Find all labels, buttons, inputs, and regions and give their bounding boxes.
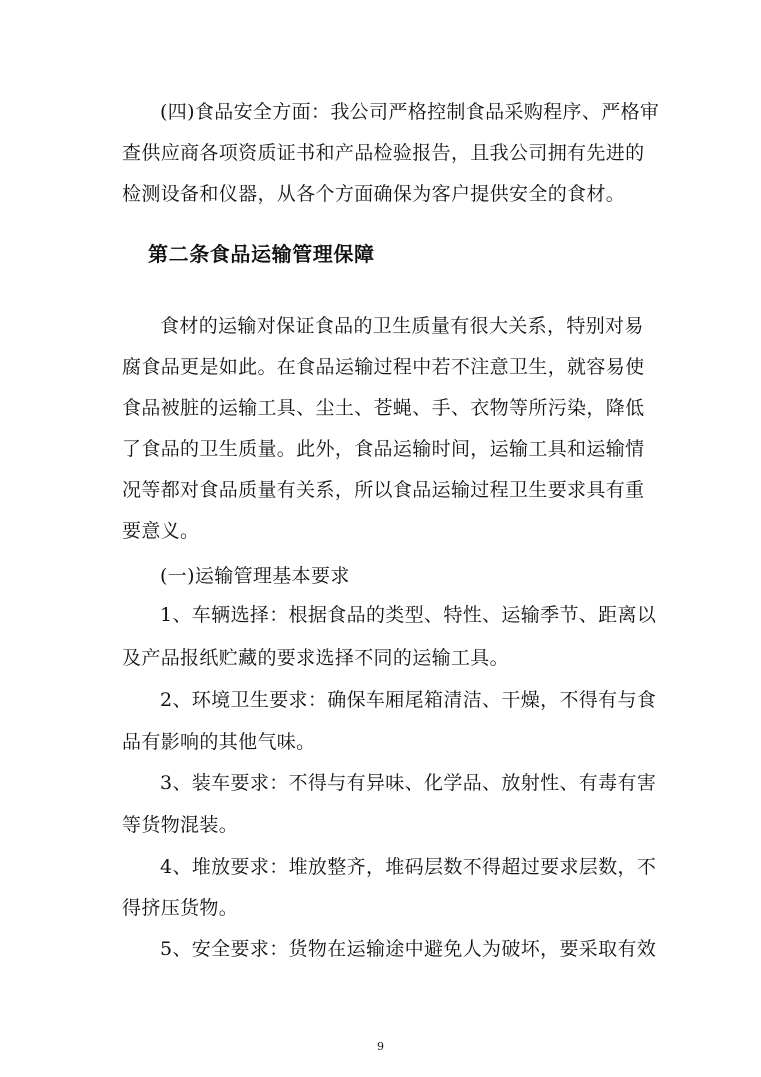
requirement-item-4-line-1: 4、堆放要求：堆放整齐，堆码层数不得超过要求层数，不: [160, 856, 657, 878]
transport-requirements-subheading: (一)运输管理基本要求: [160, 565, 350, 587]
intro-paragraph-line-5: 况等都对食品质量有关系，所以食品运输过程卫生要求具有重: [122, 479, 645, 501]
requirement-item-3-line-1: 3、装车要求：不得与有异味、化学品、放射性、有毒有害: [160, 772, 657, 794]
requirement-item-2-line-2: 品有影响的其他气味。: [122, 731, 316, 753]
intro-paragraph-line-2: 腐食品更是如此。在食品运输过程中若不注意卫生，就容易使: [122, 356, 645, 378]
requirement-item-4-line-2: 得挤压货物。: [122, 897, 239, 919]
intro-paragraph-line-3: 食品被脏的运输工具、尘土、苍蝇、手、衣物等所污染，降低: [122, 397, 645, 419]
requirement-item-3-line-2: 等货物混装。: [122, 814, 239, 836]
requirement-item-1-line-2: 及产品报纸贮藏的要求选择不同的运输工具。: [122, 647, 510, 669]
food-safety-paragraph-line-3: 检测设备和仪器，从各个方面确保为客户提供安全的食材。: [122, 183, 626, 205]
requirement-item-5-line-1: 5、安全要求：货物在运输途中避免人为破坏，要采取有效: [160, 938, 657, 960]
requirement-item-2-line-1: 2、环境卫生要求：确保车厢尾箱清洁、干燥，不得有与食: [160, 689, 657, 711]
section-heading: 第二条食品运输管理保障: [148, 242, 375, 266]
intro-paragraph-line-6: 要意义。: [122, 520, 200, 542]
page-number: 9: [377, 1040, 384, 1053]
intro-paragraph-line-4: 了食品的卫生质量。此外，食品运输时间，运输工具和运输情: [122, 438, 645, 460]
intro-paragraph-line-1: 食材的运输对保证食品的卫生质量有很大关系，特别对易: [160, 315, 644, 337]
food-safety-paragraph-line-2: 查供应商各项资质证书和产品检验报告，且我公司拥有先进的: [122, 142, 645, 164]
requirement-item-1-line-1: 1、车辆选择：根据食品的类型、特性、运输季节、距离以: [160, 604, 657, 626]
food-safety-paragraph-line-1: (四)食品安全方面：我公司严格控制食品采购程序、严格审: [160, 101, 660, 123]
